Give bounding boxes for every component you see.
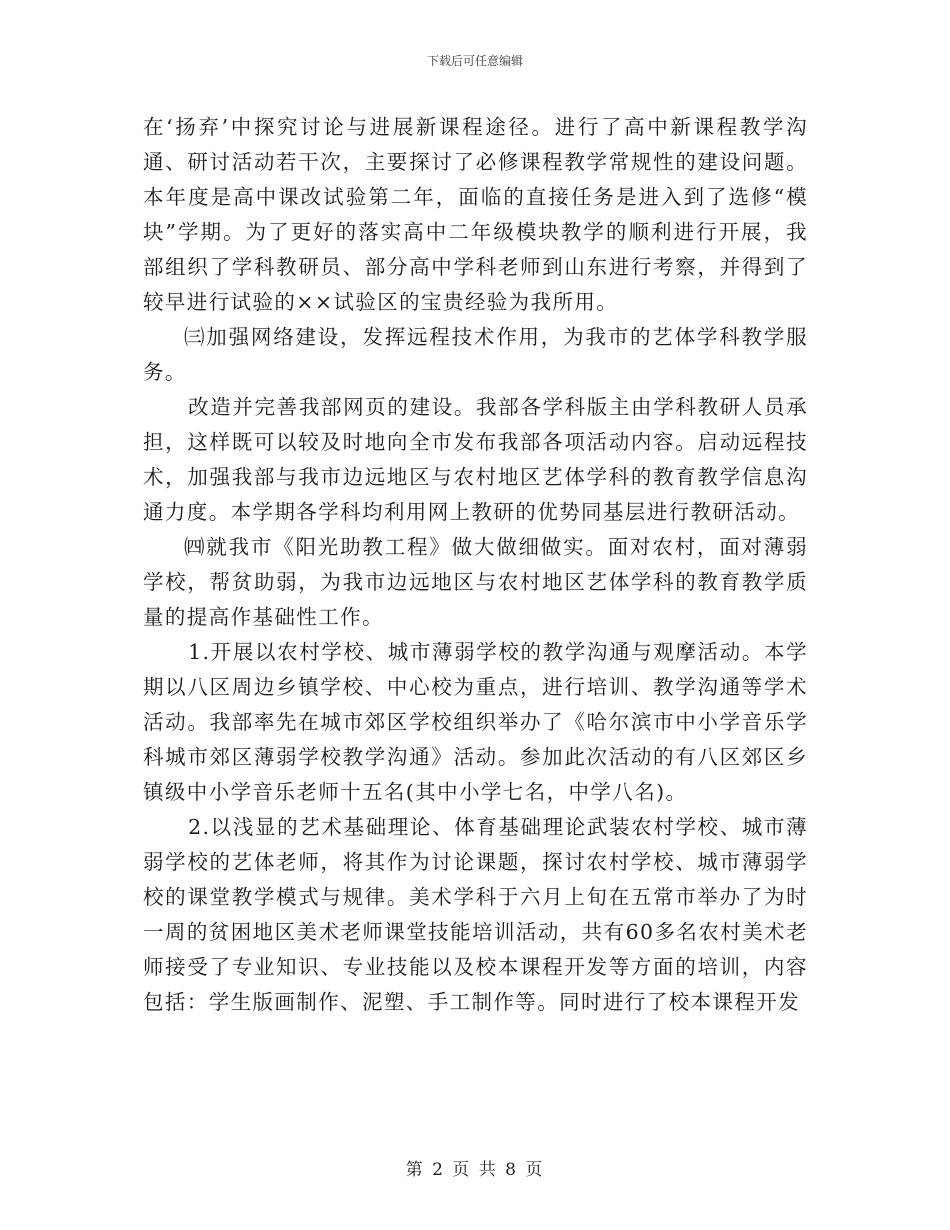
paragraph-section-4-heading: ㈣就我市《阳光助教工程》做大做细做实。面对农村，面对薄弱学校，帮贫助弱，为我市边远地区与农村地区艺体学科的教育教学质量的提高作基础性工作。 bbox=[143, 535, 808, 629]
paragraph-website: 改造并完善我部网页的建设。我部各学科版主由学科教研人员承担，这样既可以较及时地向全市发布我部各项活动内容。启动远程技术，加强我部与我市边远地区与农村地区艺体学科的教育教学信息沟通力度。本学期各学科均利用网上教研的优势同基层进行教研活动。 bbox=[143, 395, 808, 524]
paragraph-item-2: 2.以浅显的艺术基础理论、体育基础理论武装农村学校、城市薄弱学校的艺体老师，将其作为讨论课题，探讨农村学校、城市薄弱学校的课堂教学模式与规律。美术学科于六月上旬在五常市举办了为时一周的贫困地区美术老师课堂技能培训活动，共有60多名农村美术老师接受了专业知识、专业技能以及校本课程开发等方面的培训，内容包括：学生版画制作、泥塑、手工制作等。同时进行了校本课程开发 bbox=[143, 815, 808, 1014]
paragraph-section-3-heading: ㈢加强网络建设，发挥远程技术作用，为我市的艺体学科教学服务。 bbox=[143, 325, 808, 384]
paragraph-item-1: 1.开展以农村学校、城市薄弱学校的教学沟通与观摩活动。本学期以八区周边乡镇学校、中心校为重点，进行培训、教学沟通等学术活动。我部率先在城市郊区学校组织举办了《哈尔滨市中小学音乐学科城市郊区薄弱学校教学沟通》活动。参加此次活动的有八区郊区乡镇级中小学音乐老师十五名(其中小学七名，中学八名)。 bbox=[143, 640, 808, 804]
page-footer: 第 2 页 共 8 页 bbox=[405, 1160, 545, 1180]
paragraph-continuation: 在‘扬弃’中探究讨论与进展新课程途径。进行了高中新课程教学沟通、研讨活动若干次，主要探讨了必修课程教学常规性的建设问题。本年度是高中课改试验第二年，面临的直接任务是进入到了选修“模块”学期。为了更好的落实高中二年级模块教学的顺利进行开展，我部组织了学科教研员、部分高中学科老师到山东进行考察，并得到了较早进行试验的××试验区的宝贵经验为我所用。 bbox=[143, 115, 808, 314]
document-body bbox=[143, 110, 808, 1020]
page-header: 下载后可任意编辑 bbox=[426, 54, 523, 68]
